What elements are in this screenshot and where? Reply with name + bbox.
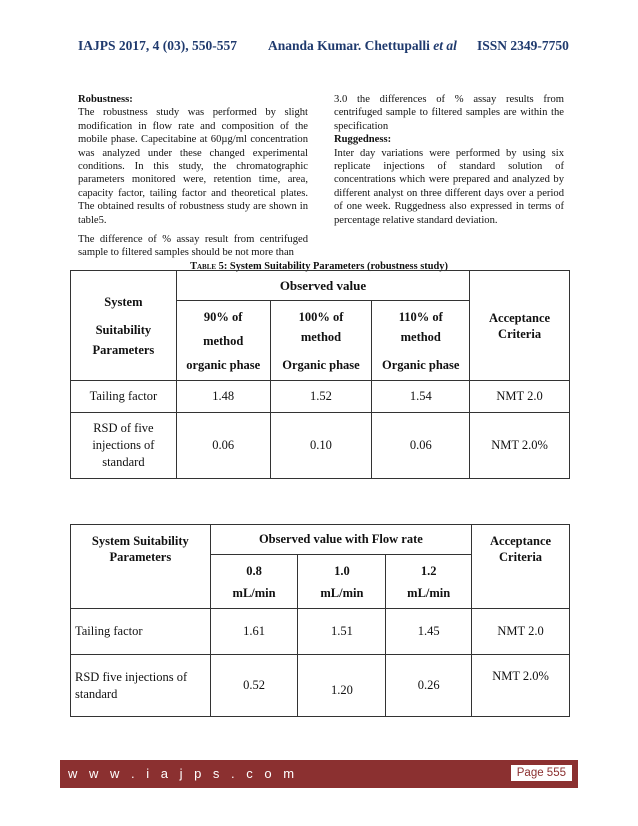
- issn: ISSN 2349-7750: [477, 38, 569, 53]
- difference-paragraph: The difference of % assay result from centrifuged sample to filtered samples should be not more than: [78, 234, 308, 259]
- t2-param-line: Parameters: [109, 550, 172, 564]
- page-number: Page 555: [511, 765, 572, 781]
- t1-col-line: Organic phase: [282, 357, 360, 372]
- t1-col-100: [270, 301, 372, 381]
- author-line: [268, 38, 457, 54]
- t2-param-header: [71, 525, 211, 609]
- t1-col-line: method: [300, 329, 342, 344]
- t2-r1-v2: 1.51: [298, 609, 386, 655]
- t2-r1-v1: 1.61: [210, 609, 298, 655]
- t2-r2-param-line: RSD five injections of: [75, 669, 188, 684]
- table-row: [71, 413, 570, 479]
- t1-r1-param: Tailing factor: [71, 381, 177, 413]
- t2-r2-param-line: standard: [75, 686, 118, 701]
- t2-acceptance-line: Acceptance: [490, 534, 552, 548]
- t1-observed-header: Observed value: [176, 271, 469, 301]
- t2-r1-v3: 1.45: [386, 609, 472, 655]
- t2-col-1.0: [298, 555, 386, 609]
- t1-acceptance-header: [470, 271, 570, 381]
- t2-r2-v2: 1.20: [298, 655, 386, 717]
- t1-r2-param-line: RSD of five: [93, 421, 154, 435]
- t2-col-0.8: [210, 555, 298, 609]
- t2-r2-param: [71, 655, 211, 717]
- t2-r2-v3: 0.26: [386, 655, 472, 717]
- t1-col-line: organic phase: [186, 357, 261, 372]
- robustness-table-organic: [70, 270, 570, 479]
- t2-col-line: 1.2: [420, 563, 437, 578]
- t1-col-90: [176, 301, 270, 381]
- t1-param-header: [71, 271, 177, 381]
- journal-citation: IAJPS 2017, 4 (03), 550-557: [78, 38, 237, 53]
- t1-param-line: System: [104, 294, 143, 309]
- t2-r2-v1: 0.52: [210, 655, 298, 717]
- t2-r2-crit: NMT 2.0%: [472, 655, 570, 717]
- t1-r2-crit: NMT 2.0%: [470, 413, 570, 479]
- et-al: et al: [433, 38, 457, 53]
- t1-col-line: Organic phase: [382, 357, 460, 372]
- t1-acceptance-line: Acceptance: [489, 310, 551, 325]
- continuation-paragraph: 3.0 the differences of % assay results from centrifuged sample to filtered samples are within the specification: [334, 94, 564, 132]
- ruggedness-heading: Ruggedness:: [334, 134, 392, 146]
- t1-param-line: Parameters: [92, 342, 155, 357]
- t2-col-line: mL/min: [407, 585, 451, 600]
- t1-r1-v1: 1.48: [176, 381, 270, 413]
- t2-acceptance-line: Criteria: [499, 550, 543, 564]
- caption-table-word: Table: [190, 261, 217, 272]
- t1-col-line: 100% of: [298, 309, 344, 324]
- page-footer: [60, 760, 578, 788]
- table-row: [71, 609, 570, 655]
- robustness-heading: Robustness:: [78, 94, 133, 105]
- t1-r2-param-line: injections of: [92, 438, 155, 452]
- t1-param-line: Suitability: [95, 322, 152, 337]
- t1-r2-param: [71, 413, 177, 479]
- t1-r2-v3: 0.06: [372, 413, 470, 479]
- t1-r1-v3: 1.54: [372, 381, 470, 413]
- t2-col-1.2: [386, 555, 472, 609]
- t2-param-line: System Suitability: [91, 534, 189, 548]
- t2-r1-param: Tailing factor: [71, 609, 211, 655]
- t2-col-line: mL/min: [320, 585, 364, 600]
- t1-col-line: 90% of: [203, 309, 243, 324]
- t1-r2-param-line: standard: [102, 455, 145, 469]
- t2-observed-header: Observed value with Flow rate: [210, 525, 471, 555]
- left-column: [78, 93, 308, 266]
- t2-r1-crit: NMT 2.0: [472, 609, 570, 655]
- t1-r2-v2: 0.10: [270, 413, 372, 479]
- t2-col-line: 1.0: [334, 563, 350, 578]
- t1-col-line: method: [203, 333, 244, 348]
- t2-acceptance-header: [472, 525, 570, 609]
- t1-r2-v1: 0.06: [176, 413, 270, 479]
- t2-col-line: mL/min: [232, 585, 276, 600]
- table-row: [71, 655, 570, 717]
- t1-r1-crit: NMT 2.0: [470, 381, 570, 413]
- robustness-paragraph: The robustness study was performed by slight modification in flow rate and composition of the mobile phase. Capecitabine at 60µg/ml concentration was analyzed under these changed experimental conditions. In this study, the chromatographic parameters monitored were, retention time, area, capacity factor, tailing factor and theoretical plates. The obtained results of robustness study are shown in table5.: [78, 107, 308, 226]
- t1-r1-v2: 1.52: [270, 381, 372, 413]
- authors: Ananda Kumar. Chettupalli: [268, 38, 430, 53]
- robustness-table-flow: [70, 524, 570, 717]
- right-column: [334, 93, 564, 233]
- t1-acceptance-line: Criteria: [498, 326, 542, 341]
- t1-col-line: method: [400, 329, 441, 344]
- journal-url-link[interactable]: w w w . i a j p s . c o m: [68, 766, 299, 781]
- ruggedness-paragraph: Inter day variations were performed by using six replicate injections of standard solution of concentrations which were prepared and analyzed by different analyst on three different days over a period of one week. Ruggedness also expressed in terms of percentage relative standard deviation.: [334, 147, 564, 226]
- t1-col-line: 110% of: [398, 309, 443, 324]
- t1-col-110: [372, 301, 470, 381]
- t2-col-line: 0.8: [246, 563, 262, 578]
- table-row: [71, 381, 570, 413]
- caption-text: 5: System Suitability Parameters (robustness study): [216, 261, 448, 272]
